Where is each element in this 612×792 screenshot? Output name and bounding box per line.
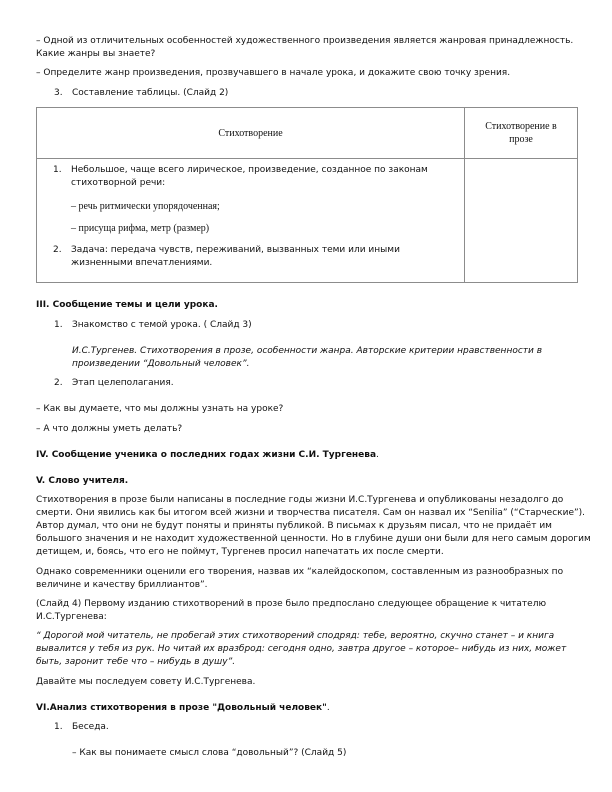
table-list-item-1-line-1: Небольшое, чаще всего лирическое, произведение, созданное по законам (71, 165, 428, 175)
table-cell-poem (37, 159, 465, 283)
table-header-prose-poem-line-2: прозе (509, 134, 533, 145)
section-5-paragraph-1-line-3: Автор думал, что они не будут поняты и приняты публикой. В письмах к друзьям писал, что не придаёт им (36, 521, 552, 531)
table-header-poem (37, 108, 465, 159)
item-3-text: Составление таблицы. (Слайд 2) (72, 88, 229, 98)
section-3-item-1-text: Знакомство с темой урока. ( Слайд 3) (72, 320, 252, 330)
intro-line-2: Какие жанры вы знаете? (36, 49, 156, 59)
section-3-quote-line-1: И.С.Тургенев. Стихотворения в прозе, особенности жанра. Авторские критерии нравственности в (72, 346, 543, 356)
section-3-question-2: – А что должны уметь делать? (36, 424, 183, 434)
section-5-paragraph-2-line-1: Однако современники оценили его творения, назвав их “калейдоскопом, составленным из разнообразных по (36, 567, 564, 577)
section-6-item-1-text: Беседа. (72, 722, 109, 732)
table-list-number-1: 1. (53, 165, 62, 175)
table-sub-item-2: – присуща рифма, метр (размер) (71, 223, 210, 234)
section-6-heading-line (36, 702, 330, 715)
section-3-quote-line-2: произведении “Довольный человек”. (72, 359, 250, 369)
section-3-question-1: – Как вы думаете, что мы должны узнать на уроке? (36, 404, 284, 414)
section-5-quote-line-1: “ Дорогой мой читатель, не пробегай этих стихотворений сподряд: тебе, вероятно, скучно станет – и книга (36, 631, 555, 641)
table-header-prose-poem (465, 108, 578, 159)
section-5-paragraph-1-line-4: большого значения и не находит художественной ценности. Но в глубине души они были для него самым дорогим (36, 534, 591, 544)
section-5-paragraph-4: Давайте мы последуем совету И.С.Тургенева. (36, 677, 256, 687)
intro-line-1: – Одной из отличительных особенностей художественного произведения является жанровая принадлежность. (36, 36, 574, 46)
section-4-heading-line (36, 449, 379, 462)
section-3-item-2-text: Этап целеполагания. (72, 378, 174, 388)
section-4-heading-period: . (376, 450, 379, 460)
section-6-item-1-number: 1. (54, 722, 63, 732)
section-6-question-1: – Как вы понимаете смысл слова “довольный”? (Слайд 5) (72, 748, 347, 758)
table-sub-item-1: – речь ритмически упорядоченная; (71, 201, 220, 212)
section-5-paragraph-3-line-2: И.С.Тургенева: (36, 612, 107, 622)
section-3-heading: III. Сообщение темы и цели урока. (36, 300, 218, 310)
table-list-item-1-line-2: стихотворной речи: (71, 178, 166, 188)
section-5-paragraph-3-line-1: (Слайд 4) Первому изданию стихотворений в прозе было предпослано следующее обращение к читателю (36, 599, 547, 609)
section-6-heading-period: . (326, 703, 330, 713)
section-6-heading: VI.Анализ стихотворения в прозе "Довольный человек" (36, 703, 327, 713)
table-list-item-2-line-1: Задача: передача чувств, переживаний, вызванных теми или иными (71, 245, 400, 255)
section-5-paragraph-1-line-1: Стихотворения в прозе были написаны в последние годы жизни И.С.Тургенева и опубликованы незадолго до (36, 495, 564, 505)
section-5-paragraph-1-line-5: детищем, и, боясь, что его не поймут, Тургенев просил напечатать их после смерти. (36, 547, 444, 557)
table-cell-prose-poem (465, 159, 578, 283)
section-3-item-2-number: 2. (54, 378, 63, 388)
intro-line-3: – Определите жанр произведения, прозвучавшего в начале урока, и докажите свою точку зрения. (36, 68, 511, 78)
section-5-quote-line-3: быть, заронит тебе что – нибудь в душу”. (36, 657, 236, 667)
section-5-paragraph-2-line-2: величине и качеству бриллиантов”. (36, 580, 208, 590)
genre-comparison-table (36, 107, 578, 283)
table-list-item-2-line-2: жизненными впечатлениями. (71, 258, 213, 268)
table-list-number-2: 2. (53, 245, 62, 255)
table-header-poem-label: Стихотворение (218, 127, 283, 139)
section-5-paragraph-1-line-2: смерти. Они явились как бы итогом всей жизни и творчества писателя. Сам он назвал их “Senilia” (“Старческие”). (36, 508, 586, 518)
section-3-item-1-number: 1. (54, 320, 63, 330)
section-5-heading: V. Слово учителя. (36, 476, 129, 486)
section-4-heading: IV. Сообщение ученика о последних годах жизни С.И. Тургенева (36, 450, 377, 460)
item-3-number: 3. (54, 88, 63, 98)
table-header-prose-poem-line-1: Стихотворение в (485, 121, 557, 132)
section-5-quote-line-2: вывалится у тебя из рук. Но читай их вразброд: сегодня одно, завтра другое – которое– нибудь из них, может (36, 644, 567, 654)
